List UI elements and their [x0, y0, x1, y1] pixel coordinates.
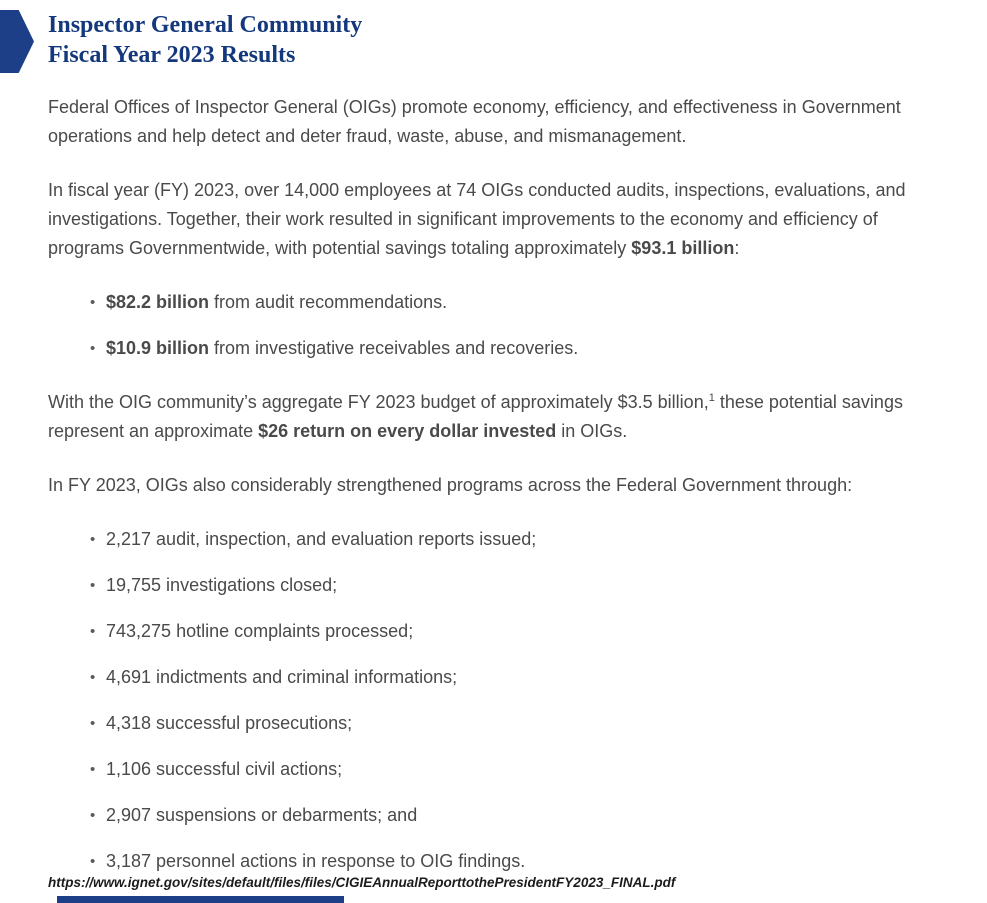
page-title — [48, 10, 362, 70]
return-on-investment: $26 return on every dollar invested — [258, 421, 557, 441]
savings-amount: $10.9 billion — [106, 338, 210, 358]
results-bullet-list — [48, 525, 928, 876]
list-item — [90, 617, 928, 646]
list-item — [90, 709, 928, 738]
paragraph-fy2023-summary — [48, 176, 928, 263]
source-url-link[interactable]: https://www.ignet.gov/sites/default/files/files/CIGIEAnnualReporttothePresidentFY2023_FINAL.pdf — [48, 875, 676, 890]
result-text: 1,106 successful civil actions; — [106, 759, 343, 779]
document-body — [48, 93, 928, 876]
savings-amount: $82.2 billion — [106, 292, 210, 312]
intro-text: Federal Offices of Inspector General (OIGs) promote economy, efficiency, and effectiveness in Government operations and help detect and deter fraud, waste, abuse, and mismanagement. — [48, 97, 901, 146]
paragraph-strengthened-intro — [48, 471, 928, 500]
result-text: 19,755 investigations closed; — [106, 575, 338, 595]
list-item — [90, 571, 928, 600]
list-item — [90, 334, 928, 363]
footer-accent-bar — [57, 896, 344, 903]
page-header — [0, 0, 987, 73]
budget-return-end: in OIGs. — [556, 421, 628, 441]
strengthened-intro-text: In FY 2023, OIGs also considerably strengthened programs across the Federal Government through: — [48, 475, 853, 495]
paragraph-intro — [48, 93, 928, 151]
budget-return-text: With the OIG community’s aggregate FY 2023 budget of approximately $3.5 billion, — [48, 392, 709, 412]
result-text: 4,691 indictments and criminal informations; — [106, 667, 458, 687]
page-title-line2: Fiscal Year 2023 Results — [48, 42, 296, 68]
paragraph-budget-return — [48, 388, 928, 446]
list-item — [90, 801, 928, 830]
list-item — [90, 755, 928, 784]
savings-bullet-list — [48, 288, 928, 363]
result-text: 743,275 hotline complaints processed; — [106, 621, 414, 641]
total-savings-amount: $93.1 billion — [631, 238, 735, 258]
page-footer — [48, 875, 948, 903]
list-item — [90, 663, 928, 692]
fy2023-summary-text: In fiscal year (FY) 2023, over 14,000 employees at 74 OIGs conducted audits, inspections, evaluations, and investigations. Together, their work resulted in significant improvements to the economy and efficiency of programs Governmentwide, with potential savings totaling approximately — [48, 180, 906, 258]
arrow-right-icon — [0, 10, 34, 73]
savings-description: from audit recommendations. — [209, 292, 448, 312]
list-item — [90, 525, 928, 554]
result-text: 3,187 personnel actions in response to OIG findings. — [106, 851, 526, 871]
fy2023-summary-colon: : — [734, 238, 740, 258]
page-title-line1: Inspector General Community — [48, 12, 363, 38]
savings-description: from investigative receivables and recoveries. — [209, 338, 579, 358]
result-text: 2,907 suspensions or debarments; and — [106, 805, 418, 825]
budget-return-mid: these potential savings represent an approximate — [48, 392, 903, 441]
footnote-marker: 1 — [708, 392, 715, 404]
list-item — [90, 288, 928, 317]
result-text: 4,318 successful prosecutions; — [106, 713, 353, 733]
result-text: 2,217 audit, inspection, and evaluation reports issued; — [106, 529, 537, 549]
list-item — [90, 847, 928, 876]
